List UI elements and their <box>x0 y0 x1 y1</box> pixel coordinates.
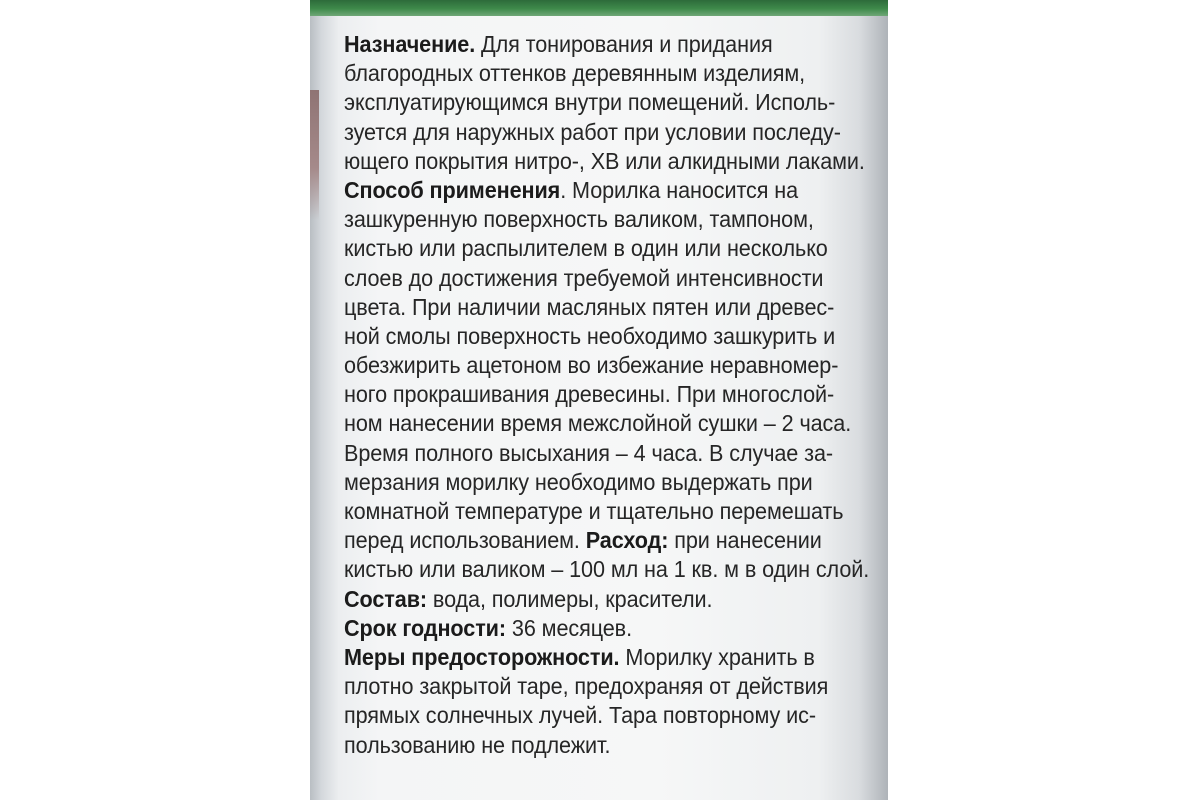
label-regular-text: Морилку хранить в <box>619 643 815 670</box>
label-line <box>344 176 844 205</box>
label-line <box>344 526 844 555</box>
label-regular-text: благородных оттенков деревянным изделиям, <box>344 60 806 87</box>
reflection-edge <box>310 90 319 220</box>
label-line <box>344 118 844 147</box>
label-line <box>344 30 844 59</box>
label-bold-text: Меры предосторожности. <box>344 643 620 670</box>
label-regular-text: Время полного высыхания – 4 часа. В случае за- <box>344 439 834 466</box>
label-regular-text: комнатной температуре и тщательно перемешать <box>344 498 844 524</box>
label-line <box>344 409 852 438</box>
label-line <box>344 88 844 117</box>
label-line <box>344 351 844 380</box>
label-line <box>344 731 844 760</box>
label-line <box>344 234 844 263</box>
label-regular-text: мерзания морилку необходимо выдержать при <box>344 468 813 495</box>
label-regular-text: цвета. При наличии масляных пятен или древес- <box>344 293 835 320</box>
label-line <box>344 555 870 584</box>
label-line <box>344 672 844 701</box>
label-regular-text: кистью или валиком – 100 мл на 1 кв. м в один слой. <box>344 556 870 583</box>
label-regular-text: плотно закрытой таре, предохраняя от действия <box>344 673 829 700</box>
label-bold-text: Способ применения <box>344 176 561 203</box>
label-line <box>344 380 844 409</box>
label-line <box>344 322 844 351</box>
label-bold-text: Срок годности: <box>344 614 506 641</box>
label-regular-text: зашкуренную поверхность валиком, тампоном, <box>344 206 814 233</box>
label-regular-text: вода, полимеры, красители. <box>427 585 713 612</box>
label-line <box>344 468 844 497</box>
bottle-label <box>310 0 888 800</box>
label-line <box>344 439 844 468</box>
label-regular-text: ющего покрытия нитро-, ХВ или алкидными лаками. <box>344 147 865 174</box>
green-label-band <box>310 0 888 16</box>
label-regular-text: прямых солнечных лучей. Тара повторному ис- <box>344 702 816 729</box>
label-regular-text: . Морилка наносится на <box>560 176 799 203</box>
label-regular-text: слоев до достижения требуемой интенсивности <box>344 264 824 291</box>
label-line <box>344 614 844 643</box>
label-regular-text: перед использованием. <box>344 527 580 554</box>
label-regular-text: при нанесении <box>668 527 822 554</box>
label-line <box>344 497 844 526</box>
label-regular-text: ном нанесении время межслойной сушки – 2 часа. <box>344 410 852 437</box>
label-regular-text: эксплуатирующимся внутри помещений. Исполь- <box>344 89 836 116</box>
label-line <box>344 643 844 672</box>
label-line <box>344 205 844 234</box>
label-regular-text: зуется для наружных работ при условии последу- <box>344 118 841 145</box>
label-regular-text: ного прокрашивания древесины. При многослой- <box>344 381 835 408</box>
label-regular-text: ной смолы поверхность необходимо зашкурить и <box>344 322 836 349</box>
label-line <box>344 701 844 730</box>
label-regular-text: Для тонирования и придания <box>475 31 773 57</box>
label-regular-text: 36 месяцев. <box>505 614 632 641</box>
label-line <box>344 264 844 293</box>
label-bold-text: Состав: <box>344 585 428 612</box>
label-line <box>344 147 865 176</box>
label-bold-text: Назначение. <box>344 31 476 57</box>
label-bold-text: Расход: <box>579 527 669 554</box>
label-regular-text: пользованию не подлежит. <box>344 731 611 758</box>
label-line <box>344 585 844 614</box>
label-text-block <box>344 30 870 760</box>
label-regular-text: обезжирить ацетоном во избежание неравномер- <box>344 352 839 379</box>
label-regular-text: кистью или распылителем в один или несколько <box>344 235 828 262</box>
label-line <box>344 293 844 322</box>
label-line <box>344 59 844 88</box>
